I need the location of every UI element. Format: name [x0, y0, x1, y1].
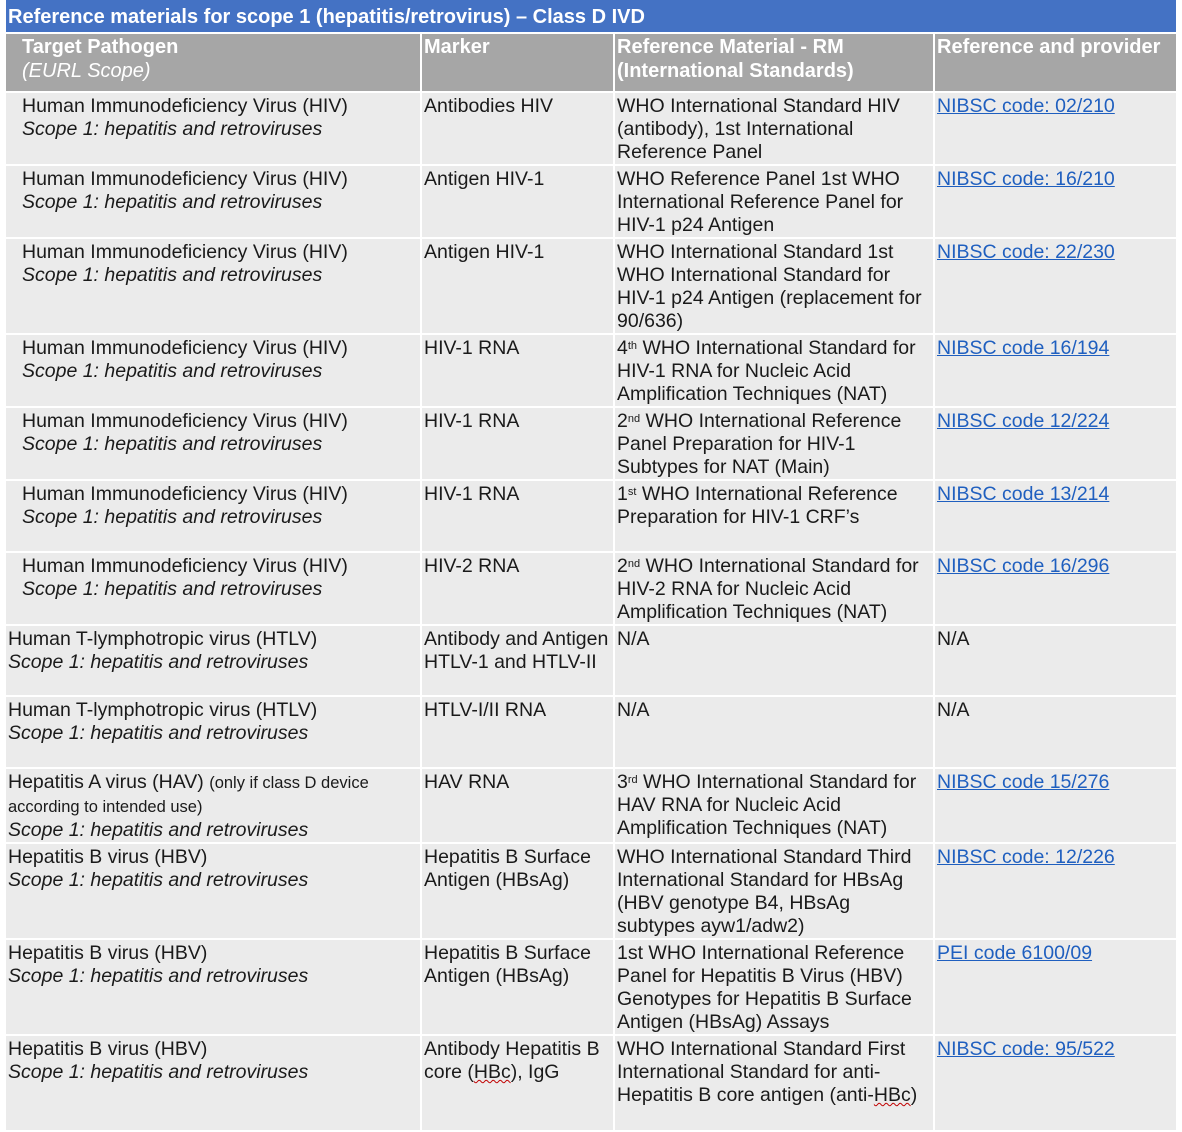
- table-row: [6, 696, 1176, 768]
- scope-text: Scope 1: hepatitis and retroviruses: [22, 433, 323, 455]
- marker-cell: Hepatitis B Surface Antigen (HBsAg): [421, 843, 614, 939]
- table-row: [6, 625, 1176, 696]
- pathogen-cell: [6, 939, 421, 1035]
- reference-material-cell: 1st WHO International Reference Panel for Hepatitis B Virus (HBV) Genotypes for Hepatitis B Surface Antigen (HBsAg) Assays: [614, 939, 934, 1035]
- pathogen-cell: [6, 625, 421, 696]
- reference-material-cell: N/A: [614, 696, 934, 768]
- reference-material-text: WHO International Standard for HIV-2 RNA for Nucleic Acid Amplification Techniques (NAT): [617, 555, 919, 623]
- marker-hbc-abbreviation: HBc: [473, 1061, 511, 1083]
- marker-cell: Antigen HIV-1: [421, 165, 614, 238]
- reference-cell: [934, 334, 1176, 407]
- pathogen-name: Human T-lymphotropic virus (HTLV): [8, 628, 318, 650]
- reference-cell: [934, 238, 1176, 334]
- pathogen-name: Human Immunodeficiency Virus (HIV): [22, 483, 348, 505]
- table-title: Reference materials for scope 1 (hepatitis/retrovirus) – Class D IVD: [6, 0, 1176, 34]
- pathogen-cell: [6, 696, 421, 768]
- reference-material-text: WHO International Reference Preparation for HIV-1 CRF’s: [617, 483, 898, 528]
- marker-cell: HIV-1 RNA: [421, 407, 614, 480]
- reference-material-cell: WHO International Standard 1st WHO International Standard for HIV-1 p24 Antigen (replacement for 90/636): [614, 238, 934, 334]
- scope-text: Scope 1: hepatitis and retroviruses: [22, 360, 323, 382]
- ordinal-suffix: nd: [627, 558, 641, 570]
- marker-cell: HIV-1 RNA: [421, 480, 614, 552]
- reference-cell: [934, 165, 1176, 238]
- table-row: [6, 92, 1176, 165]
- header-target-pathogen: [6, 34, 421, 92]
- reference-cell: [934, 1035, 1176, 1131]
- reference-cell: [934, 768, 1176, 843]
- ordinal-suffix: rd: [627, 774, 638, 786]
- ordinal-suffix: th: [627, 340, 638, 352]
- table-row: [6, 768, 1176, 843]
- scope-text: Scope 1: hepatitis and retroviruses: [8, 869, 309, 891]
- reference-link[interactable]: NIBSC code: 22/230: [937, 241, 1115, 263]
- pathogen-cell: [6, 165, 421, 238]
- marker-cell: Hepatitis B Surface Antigen (HBsAg): [421, 939, 614, 1035]
- scope-text: Scope 1: hepatitis and retroviruses: [8, 819, 309, 841]
- ordinal-number: 2: [617, 555, 628, 577]
- reference-link[interactable]: NIBSC code 12/224: [937, 410, 1110, 432]
- scope-text: Scope 1: hepatitis and retroviruses: [22, 264, 323, 286]
- pathogen-cell: [6, 1035, 421, 1131]
- marker-cell: HIV-2 RNA: [421, 552, 614, 625]
- reference-cell: [934, 407, 1176, 480]
- pathogen-cell: [6, 238, 421, 334]
- reference-link[interactable]: NIBSC code 13/214: [937, 483, 1110, 505]
- header-eurl-scope-label: (EURL Scope): [22, 60, 151, 82]
- pathogen-name: Human Immunodeficiency Virus (HIV): [22, 555, 348, 577]
- pathogen-cell: [6, 92, 421, 165]
- table-row: [6, 1035, 1176, 1131]
- marker-cell: Antibody and Antigen HTLV-1 and HTLV-II: [421, 625, 614, 696]
- scope-text: Scope 1: hepatitis and retroviruses: [22, 506, 323, 528]
- reference-cell: [934, 552, 1176, 625]
- reference-materials-table: [6, 34, 1176, 1132]
- reference-material-text: WHO International Reference Panel Preparation for HIV-1 Subtypes for NAT (Main): [617, 410, 902, 478]
- scope-text: Scope 1: hepatitis and retroviruses: [22, 578, 323, 600]
- scope-text: Scope 1: hepatitis and retroviruses: [22, 191, 323, 213]
- marker-cell: [421, 1035, 614, 1131]
- pathogen-name: Human Immunodeficiency Virus (HIV): [22, 241, 348, 263]
- marker-cell: Antibodies HIV: [421, 92, 614, 165]
- pathogen-note: (only if class D device according to intended use): [8, 774, 369, 816]
- pathogen-cell: [6, 480, 421, 552]
- reference-materials-table-container: [6, 0, 1176, 1132]
- table-row: [6, 407, 1176, 480]
- reference-material-cell: WHO International Standard Third International Standard for HBsAg (HBV genotype B4, HBsAg subtypes ayw1/adw2): [614, 843, 934, 939]
- reference-material-text: WHO International Standard for HAV RNA for Nucleic Acid Amplification Techniques (NAT): [617, 771, 917, 839]
- header-row: [6, 34, 1176, 92]
- pathogen-name: Human Immunodeficiency Virus (HIV): [22, 95, 348, 117]
- pathogen-name: Human Immunodeficiency Virus (HIV): [22, 168, 348, 190]
- reference-cell: N/A: [934, 696, 1176, 768]
- scope-text: Scope 1: hepatitis and retroviruses: [8, 965, 309, 987]
- pathogen-cell: [6, 334, 421, 407]
- pathogen-name: Human T-lymphotropic virus (HTLV): [8, 699, 318, 721]
- reference-cell: [934, 92, 1176, 165]
- table-row: [6, 238, 1176, 334]
- reference-cell: [934, 843, 1176, 939]
- reference-material-cell: [614, 480, 934, 552]
- ordinal-number: 4: [617, 337, 628, 359]
- marker-cell: HTLV-I/II RNA: [421, 696, 614, 768]
- header-reference-material: Reference Material - RM (International Standards): [614, 34, 934, 92]
- reference-link[interactable]: NIBSC code: 02/210: [937, 95, 1115, 117]
- table-row: [6, 939, 1176, 1035]
- pathogen-name: Human Immunodeficiency Virus (HIV): [22, 410, 348, 432]
- reference-material-cell: [614, 552, 934, 625]
- reference-link[interactable]: NIBSC code 16/194: [937, 337, 1110, 359]
- pathogen-name: Hepatitis B virus (HBV): [8, 846, 208, 868]
- reference-link[interactable]: PEI code 6100/09: [937, 942, 1093, 964]
- table-row: [6, 552, 1176, 625]
- ordinal-suffix: nd: [627, 413, 641, 425]
- marker-text: Antibody Hepatitis B core (: [424, 1038, 600, 1083]
- reference-material-text: WHO International Standard First International Standard for anti-Hepatitis B core antigen (anti-: [617, 1038, 906, 1106]
- reference-link[interactable]: NIBSC code: 95/522: [937, 1038, 1115, 1060]
- reference-material-cell: [614, 1035, 934, 1131]
- table-row: [6, 165, 1176, 238]
- scope-text: Scope 1: hepatitis and retroviruses: [8, 722, 309, 744]
- ordinal-suffix: st: [627, 486, 637, 498]
- reference-link[interactable]: NIBSC code: 12/226: [937, 846, 1115, 868]
- pathogen-cell: [6, 768, 421, 843]
- header-marker: Marker: [421, 34, 614, 92]
- table-row: [6, 480, 1176, 552]
- rm-hbc-abbreviation: HBc: [873, 1084, 911, 1106]
- reference-link[interactable]: NIBSC code 15/276: [937, 771, 1110, 793]
- reference-link[interactable]: NIBSC code 16/296: [937, 555, 1110, 577]
- pathogen-cell: [6, 843, 421, 939]
- reference-material-cell: WHO Reference Panel 1st WHO International Reference Panel for HIV-1 p24 Antigen: [614, 165, 934, 238]
- scope-text: Scope 1: hepatitis and retroviruses: [22, 118, 323, 140]
- marker-cell: HIV-1 RNA: [421, 334, 614, 407]
- ordinal-number: 3: [617, 771, 628, 793]
- reference-material-cell: WHO International Standard HIV (antibody), 1st International Reference Panel: [614, 92, 934, 165]
- reference-material-cell: [614, 407, 934, 480]
- ordinal-number: 2: [617, 410, 628, 432]
- reference-material-cell: [614, 768, 934, 843]
- pathogen-name: Hepatitis B virus (HBV): [8, 942, 208, 964]
- pathogen-cell: [6, 407, 421, 480]
- reference-material-text: WHO International Standard for HIV-1 RNA for Nucleic Acid Amplification Techniques (NAT): [617, 337, 916, 405]
- pathogen-name: Hepatitis B virus (HBV): [8, 1038, 208, 1060]
- pathogen-cell: [6, 552, 421, 625]
- scope-text: Scope 1: hepatitis and retroviruses: [8, 651, 309, 673]
- reference-cell: [934, 939, 1176, 1035]
- marker-text-end: ), IgG: [510, 1061, 560, 1083]
- reference-cell: [934, 480, 1176, 552]
- table-row: [6, 843, 1176, 939]
- reference-link[interactable]: NIBSC code: 16/210: [937, 168, 1115, 190]
- reference-material-cell: N/A: [614, 625, 934, 696]
- reference-cell: N/A: [934, 625, 1176, 696]
- marker-cell: HAV RNA: [421, 768, 614, 843]
- ordinal-number: 1: [617, 483, 628, 505]
- pathogen-name: Human Immunodeficiency Virus (HIV): [22, 337, 348, 359]
- reference-material-cell: [614, 334, 934, 407]
- marker-cell: Antigen HIV-1: [421, 238, 614, 334]
- reference-material-text-end: ): [910, 1084, 918, 1106]
- header-reference-provider: Reference and provider: [934, 34, 1176, 92]
- header-target-pathogen-label: Target Pathogen: [22, 36, 179, 58]
- scope-text: Scope 1: hepatitis and retroviruses: [8, 1061, 309, 1083]
- table-row: [6, 334, 1176, 407]
- pathogen-name: Hepatitis A virus (HAV): [8, 771, 204, 793]
